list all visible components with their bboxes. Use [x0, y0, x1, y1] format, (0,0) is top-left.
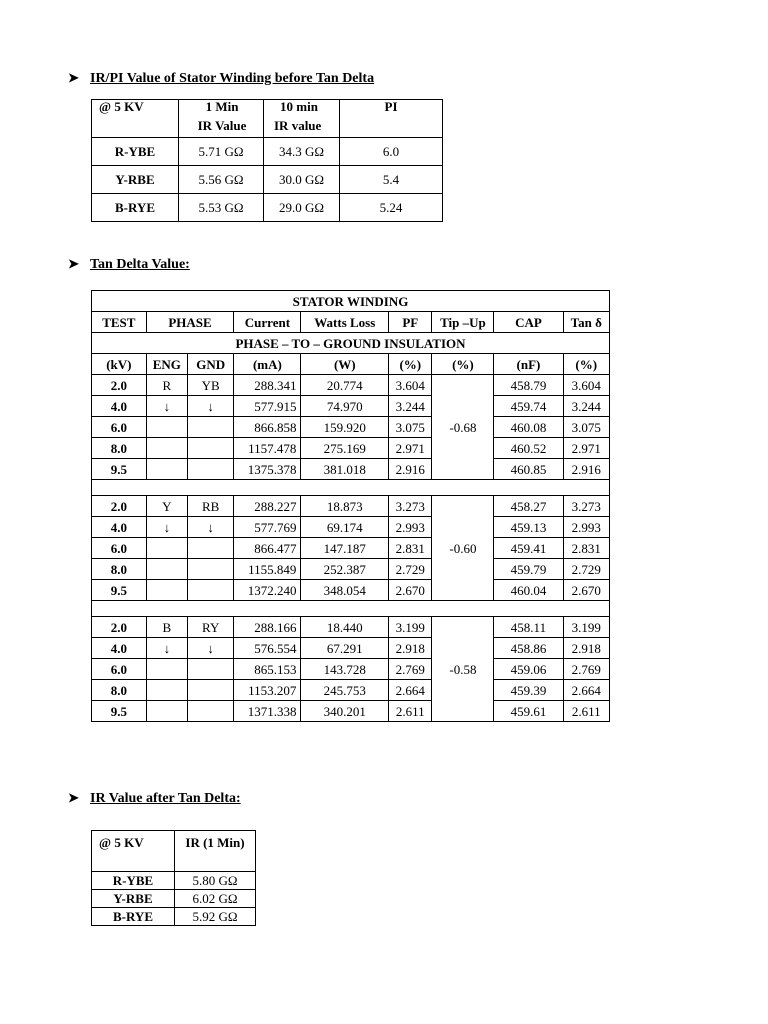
- table-subtitle-row: [92, 333, 610, 354]
- tan-delta-cell: 2.916: [563, 459, 610, 480]
- arrow-down-icon: ↓: [146, 517, 187, 538]
- cap-cell: 458.79: [494, 375, 563, 396]
- tipup-cell: -0.58: [432, 617, 494, 722]
- value-cell: 29.0 GΩ: [264, 194, 340, 222]
- cap-cell: 459.79: [494, 559, 563, 580]
- spacer-row: [92, 601, 610, 617]
- gnd-cell: RB: [187, 496, 233, 517]
- eng-cell: [146, 459, 187, 480]
- tan-delta-cell: 3.273: [563, 496, 610, 517]
- unit-cell: (mA): [234, 354, 301, 375]
- kv-cell: 6.0: [92, 659, 147, 680]
- table-row: [92, 872, 256, 890]
- gnd-cell: [187, 580, 233, 601]
- value-cell: 5.53 GΩ: [179, 194, 264, 222]
- eng-cell: [146, 438, 187, 459]
- header-line: @ 5 KV: [99, 99, 144, 114]
- kv-cell: 2.0: [92, 496, 147, 517]
- tan-delta-cell: 2.670: [563, 580, 610, 601]
- gnd-cell: [187, 459, 233, 480]
- pf-cell: 2.971: [389, 438, 432, 459]
- eng-cell: [146, 417, 187, 438]
- eng-cell: [146, 680, 187, 701]
- gnd-cell: [187, 701, 233, 722]
- pf-cell: 3.075: [389, 417, 432, 438]
- section1-heading: [68, 70, 374, 87]
- cap-cell: 459.39: [494, 680, 563, 701]
- eng-cell: [146, 580, 187, 601]
- unit-cell: (%): [389, 354, 432, 375]
- ir-pi-table: [91, 99, 443, 222]
- watts-cell: 252.387: [301, 559, 389, 580]
- tan-delta-cell: 2.769: [563, 659, 610, 680]
- unit-cell: (kV): [92, 354, 147, 375]
- watts-cell: 275.169: [301, 438, 389, 459]
- arrow-down-icon: ↓: [187, 517, 233, 538]
- pf-cell: 2.916: [389, 459, 432, 480]
- pf-cell: 2.831: [389, 538, 432, 559]
- table-units-row: [92, 354, 610, 375]
- watts-cell: 143.728: [301, 659, 389, 680]
- kv-cell: 9.5: [92, 701, 147, 722]
- unit-cell: (%): [563, 354, 610, 375]
- table-row: [92, 680, 610, 701]
- table-row: [92, 166, 443, 194]
- value-cell: 34.3 GΩ: [264, 138, 340, 166]
- eng-cell: R: [146, 375, 187, 396]
- header-line: IR value: [274, 118, 322, 133]
- watts-cell: 245.753: [301, 680, 389, 701]
- gnd-cell: [187, 559, 233, 580]
- kv-cell: 9.5: [92, 580, 147, 601]
- phase-cell: B-RYE: [92, 194, 179, 222]
- header-line: IR Value: [197, 118, 247, 133]
- tan-delta-cell: 3.604: [563, 375, 610, 396]
- kv-cell: 8.0: [92, 680, 147, 701]
- eng-cell: [146, 659, 187, 680]
- pf-cell: 2.769: [389, 659, 432, 680]
- arrow-down-icon: ↓: [187, 638, 233, 659]
- current-cell: 576.554: [234, 638, 301, 659]
- kv-cell: 2.0: [92, 617, 147, 638]
- table-row: [92, 580, 610, 601]
- cap-cell: 460.85: [494, 459, 563, 480]
- kv-cell: 4.0: [92, 638, 147, 659]
- spacer-row: [92, 480, 610, 496]
- header-line: PI: [384, 99, 398, 114]
- table-row: [92, 701, 610, 722]
- arrow-down-icon: ↓: [146, 638, 187, 659]
- table-row: [92, 459, 610, 480]
- watts-cell: 18.873: [301, 496, 389, 517]
- arrow-down-icon: ↓: [187, 396, 233, 417]
- eng-cell: [146, 538, 187, 559]
- table-header-row: [92, 100, 443, 138]
- watts-cell: 348.054: [301, 580, 389, 601]
- pf-cell: 3.273: [389, 496, 432, 517]
- gnd-cell: YB: [187, 375, 233, 396]
- kv-cell: 4.0: [92, 396, 147, 417]
- cap-cell: 460.04: [494, 580, 563, 601]
- header-cell: [179, 100, 264, 138]
- cap-cell: 458.11: [494, 617, 563, 638]
- value-cell: 6.02 GΩ: [175, 890, 256, 908]
- header-cell: [264, 100, 340, 138]
- cap-cell: 459.41: [494, 538, 563, 559]
- current-cell: 1372.240: [234, 580, 301, 601]
- value-cell: 6.0: [340, 138, 443, 166]
- pf-cell: 3.604: [389, 375, 432, 396]
- table-row: [92, 638, 610, 659]
- current-cell: 577.769: [234, 517, 301, 538]
- watts-cell: 20.774: [301, 375, 389, 396]
- header-cell: CAP: [494, 312, 563, 333]
- pf-cell: 2.664: [389, 680, 432, 701]
- tan-delta-cell: 2.611: [563, 701, 610, 722]
- phase-cell: R-YBE: [92, 138, 179, 166]
- watts-cell: 381.018: [301, 459, 389, 480]
- section1-heading-text: IR/PI Value of Stator Winding before Tan Delta: [90, 71, 375, 86]
- table-row: [92, 496, 610, 517]
- cap-cell: 460.08: [494, 417, 563, 438]
- tan-delta-table: [91, 290, 610, 722]
- section2-heading-text: Tan Delta Value:: [90, 257, 190, 272]
- pf-cell: 2.670: [389, 580, 432, 601]
- arrow-bullet-icon: ➤: [68, 256, 79, 271]
- pf-cell: 2.993: [389, 517, 432, 538]
- unit-cell: (%): [432, 354, 494, 375]
- eng-cell: [146, 701, 187, 722]
- header-cell: Tip –Up: [432, 312, 494, 333]
- watts-cell: 18.440: [301, 617, 389, 638]
- table-row: [92, 194, 443, 222]
- cap-cell: 458.27: [494, 496, 563, 517]
- table-subtitle: PHASE – TO – GROUND INSULATION: [92, 333, 610, 354]
- gnd-cell: [187, 538, 233, 559]
- tan-delta-cell: 3.199: [563, 617, 610, 638]
- header-cell: TEST: [92, 312, 147, 333]
- value-cell: 5.24: [340, 194, 443, 222]
- kv-cell: 8.0: [92, 559, 147, 580]
- phase-cell: Y-RBE: [92, 890, 175, 908]
- current-cell: 1153.207: [234, 680, 301, 701]
- watts-cell: 74.970: [301, 396, 389, 417]
- unit-cell: (W): [301, 354, 389, 375]
- tan-delta-cell: 2.831: [563, 538, 610, 559]
- section2-heading: [68, 256, 190, 273]
- current-cell: 1371.338: [234, 701, 301, 722]
- table-row: [92, 138, 443, 166]
- table-header-row: [92, 831, 256, 872]
- value-cell: 30.0 GΩ: [264, 166, 340, 194]
- unit-cell: GND: [187, 354, 233, 375]
- tipup-cell: -0.60: [432, 496, 494, 601]
- table-row: [92, 396, 610, 417]
- cap-cell: 460.52: [494, 438, 563, 459]
- current-cell: 577.915: [234, 396, 301, 417]
- tan-delta-cell: 2.971: [563, 438, 610, 459]
- header-line: 1 Min: [205, 99, 239, 114]
- table-header-row: [92, 312, 610, 333]
- current-cell: 1157.478: [234, 438, 301, 459]
- eng-cell: B: [146, 617, 187, 638]
- table-row: [92, 375, 610, 396]
- unit-cell: (nF): [494, 354, 563, 375]
- table-row: [92, 438, 610, 459]
- tan-delta-cell: 3.244: [563, 396, 610, 417]
- watts-cell: 159.920: [301, 417, 389, 438]
- tan-delta-cell: 2.918: [563, 638, 610, 659]
- table-row: [92, 517, 610, 538]
- section3-heading: [68, 790, 241, 807]
- current-cell: 288.227: [234, 496, 301, 517]
- header-cell: Watts Loss: [301, 312, 389, 333]
- phase-cell: Y-RBE: [92, 166, 179, 194]
- gnd-cell: [187, 659, 233, 680]
- cap-cell: 458.86: [494, 638, 563, 659]
- tan-delta-cell: 2.993: [563, 517, 610, 538]
- ir-after-table: [91, 830, 256, 926]
- eng-cell: [146, 559, 187, 580]
- pf-cell: 2.611: [389, 701, 432, 722]
- cap-cell: 459.06: [494, 659, 563, 680]
- pf-cell: 2.729: [389, 559, 432, 580]
- current-cell: 1375.378: [234, 459, 301, 480]
- gnd-cell: [187, 438, 233, 459]
- gnd-cell: [187, 417, 233, 438]
- spacer-cell: [92, 480, 610, 496]
- tan-delta-cell: 2.729: [563, 559, 610, 580]
- kv-cell: 8.0: [92, 438, 147, 459]
- eng-cell: Y: [146, 496, 187, 517]
- cap-cell: 459.61: [494, 701, 563, 722]
- current-cell: 866.477: [234, 538, 301, 559]
- header-cell: IR (1 Min): [175, 831, 256, 872]
- cap-cell: 459.13: [494, 517, 563, 538]
- table-row: [92, 538, 610, 559]
- table-row: [92, 617, 610, 638]
- kv-cell: 4.0: [92, 517, 147, 538]
- tan-delta-cell: 2.664: [563, 680, 610, 701]
- kv-cell: 6.0: [92, 538, 147, 559]
- header-cell: PF: [389, 312, 432, 333]
- cap-cell: 459.74: [494, 396, 563, 417]
- current-cell: 865.153: [234, 659, 301, 680]
- arrow-down-icon: ↓: [146, 396, 187, 417]
- value-cell: 5.4: [340, 166, 443, 194]
- kv-cell: 2.0: [92, 375, 147, 396]
- current-cell: 1155.849: [234, 559, 301, 580]
- value-cell: 5.56 GΩ: [179, 166, 264, 194]
- pf-cell: 3.199: [389, 617, 432, 638]
- table-row: [92, 659, 610, 680]
- header-line: 10 min: [280, 99, 318, 114]
- section3-heading-text: IR Value after Tan Delta:: [90, 791, 241, 806]
- current-cell: 866.858: [234, 417, 301, 438]
- pf-cell: 3.244: [389, 396, 432, 417]
- header-cell: [340, 100, 443, 138]
- arrow-bullet-icon: ➤: [68, 70, 79, 85]
- spacer-cell: [92, 601, 610, 617]
- unit-cell: ENG: [146, 354, 187, 375]
- table-row: [92, 890, 256, 908]
- tan-delta-cell: 3.075: [563, 417, 610, 438]
- kv-cell: 6.0: [92, 417, 147, 438]
- value-cell: 5.71 GΩ: [179, 138, 264, 166]
- phase-cell: R-YBE: [92, 872, 175, 890]
- table-row: [92, 417, 610, 438]
- value-cell: 5.92 GΩ: [175, 908, 256, 926]
- watts-cell: 147.187: [301, 538, 389, 559]
- header-cell: Tan δ: [563, 312, 610, 333]
- gnd-cell: RY: [187, 617, 233, 638]
- arrow-bullet-icon: ➤: [68, 790, 79, 805]
- current-cell: 288.341: [234, 375, 301, 396]
- pf-cell: 2.918: [389, 638, 432, 659]
- phase-cell: B-RYE: [92, 908, 175, 926]
- header-cell: [92, 100, 179, 138]
- table-title-row: [92, 291, 610, 312]
- gnd-cell: [187, 680, 233, 701]
- tipup-cell: -0.68: [432, 375, 494, 480]
- watts-cell: 69.174: [301, 517, 389, 538]
- table-row: [92, 908, 256, 926]
- watts-cell: 67.291: [301, 638, 389, 659]
- header-cell: PHASE: [146, 312, 234, 333]
- value-cell: 5.80 GΩ: [175, 872, 256, 890]
- kv-cell: 9.5: [92, 459, 147, 480]
- table-row: [92, 559, 610, 580]
- current-cell: 288.166: [234, 617, 301, 638]
- header-cell: @ 5 KV: [92, 831, 175, 872]
- table-title: STATOR WINDING: [92, 291, 610, 312]
- watts-cell: 340.201: [301, 701, 389, 722]
- header-cell: Current: [234, 312, 301, 333]
